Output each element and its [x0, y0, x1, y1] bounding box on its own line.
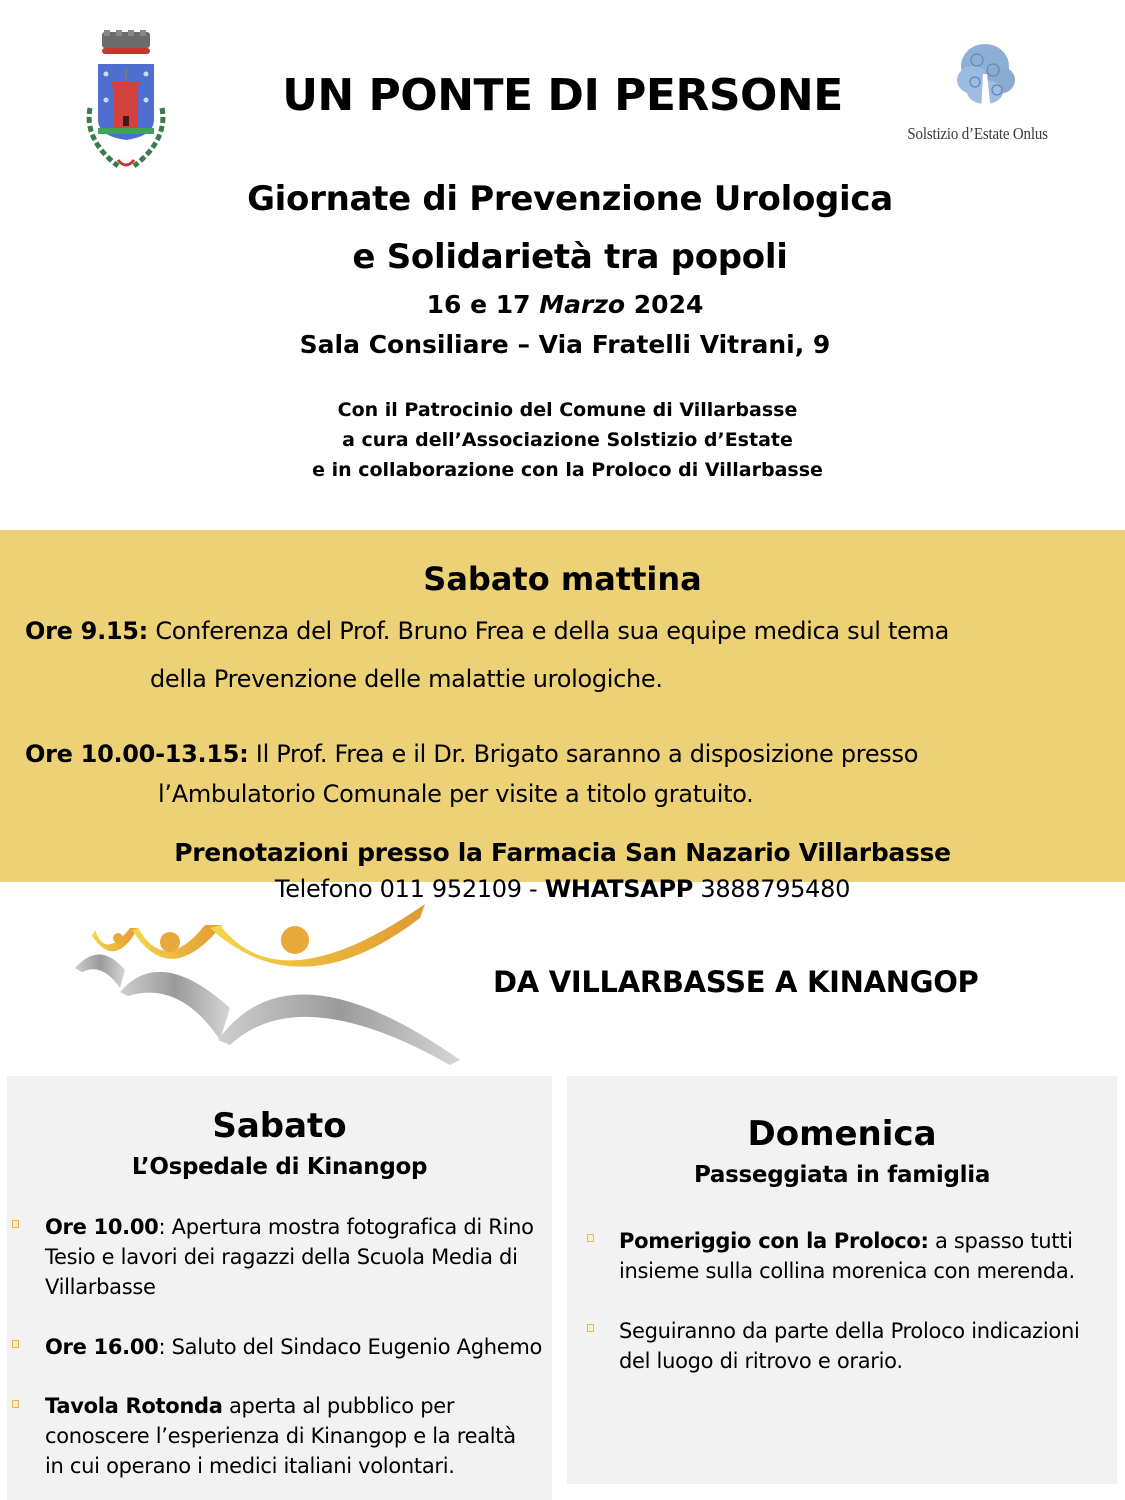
- org-logo-text: Solstizio d’Estate Onlus: [907, 124, 1048, 143]
- bullet-icon: [587, 1324, 594, 1332]
- person-head-icon: [113, 933, 123, 943]
- saturday-title: Sabato: [212, 1106, 347, 1146]
- sunday-item-1: [619, 1226, 1109, 1286]
- item-bold: Tavola Rotonda: [45, 1394, 223, 1418]
- item-text: Tesio e lavori dei ragazzi della Scuola Media di: [45, 1245, 518, 1269]
- sunday-title: Domenica: [747, 1114, 937, 1154]
- person-head-icon: [281, 926, 309, 954]
- booking-info: Prenotazioni presso la Farmacia San Nazario Villarbasse: [174, 838, 951, 867]
- item-text: : Apertura mostra fotografica di Rino: [158, 1215, 534, 1239]
- event-time: Ore 10.00-13.15:: [25, 740, 249, 768]
- item-text: aperta al pubblico per: [222, 1394, 455, 1418]
- item-text: insieme sulla collina morenica con merenda.: [619, 1259, 1075, 1283]
- sunday-panel: [567, 1076, 1117, 1484]
- whatsapp-label: WHATSAPP: [544, 875, 694, 903]
- patronage-line: a cura dell’Associazione Solstizio d’Estate: [342, 429, 793, 451]
- item-text: in cui operano i medici italiani volontari.: [45, 1454, 455, 1478]
- morning-section-title: Sabato mattina: [423, 560, 702, 598]
- morning-event-1: [25, 617, 949, 645]
- item-text: Villarbasse: [45, 1275, 156, 1299]
- saturday-item-3: [45, 1391, 545, 1481]
- event-dates: [260, 290, 870, 319]
- phone-label: Telefono: [274, 875, 373, 903]
- subtitle-line-1: Giornate di Prevenzione Urologica: [247, 179, 893, 219]
- patronage-line: Con il Patrocinio del Comune di Villarbasse: [337, 399, 798, 421]
- bullet-icon: [12, 1400, 19, 1408]
- municipal-crest-logo: [78, 28, 174, 178]
- phone-number[interactable]: 011 952109 -: [372, 875, 545, 903]
- bullet-icon: [12, 1340, 19, 1348]
- patronage-line: e in collaborazione con la Proloco di Villarbasse: [312, 459, 823, 481]
- saturday-item-2: [45, 1332, 545, 1362]
- sunday-subtitle: Passeggiata in famiglia: [693, 1162, 991, 1188]
- subtitle-line-2: e Solidarietà tra popoli: [352, 237, 788, 277]
- patronage-block: [210, 395, 925, 485]
- bullet-icon: [12, 1220, 19, 1228]
- sunday-item-2: [619, 1316, 1109, 1376]
- morning-event-2: [25, 740, 918, 768]
- page-title: UN PONTE DI PERSONE: [282, 70, 843, 121]
- item-text: conoscere l’esperienza di Kinangop e la realtà: [45, 1424, 516, 1448]
- item-text: Seguiranno da parte della Proloco indicazioni: [619, 1319, 1080, 1343]
- saturday-subtitle: L’Ospedale di Kinangop: [131, 1154, 428, 1180]
- item-text: del luogo di ritrovo e orario.: [619, 1349, 903, 1373]
- dates-prefix: 16 e 17: [426, 290, 540, 319]
- item-bold: Pomeriggio con la Proloco:: [619, 1229, 929, 1253]
- tagline: DA VILLARBASSE A KINANGOP: [493, 965, 979, 999]
- morning-event-2-continued: l’Ambulatorio Comunale per visite a titolo gratuito.: [158, 780, 754, 808]
- whatsapp-number[interactable]: 3888795480: [693, 875, 851, 903]
- event-venue: Sala Consiliare – Via Fratelli Vitrani, 9: [299, 330, 831, 359]
- saturday-panel: [7, 1076, 552, 1500]
- solstizio-destate-logo: [905, 40, 1070, 150]
- bullet-icon: [587, 1234, 594, 1242]
- event-subtitle: [170, 170, 970, 286]
- item-text: : Saluto del Sindaco Eugenio Aghemo: [158, 1335, 543, 1359]
- dates-year: 2024: [625, 290, 704, 319]
- event-time: Ore 9.15:: [25, 617, 148, 645]
- event-description: Conferenza del Prof. Bruno Frea e della sua equipe medica sul tema: [147, 617, 950, 645]
- tree-icon: [957, 44, 1015, 112]
- item-text: a spasso tutti: [928, 1229, 1073, 1253]
- dates-month: Marzo: [539, 290, 626, 319]
- saturday-item-1: [45, 1212, 545, 1302]
- bridge-ribbon-logo: [70, 900, 460, 1065]
- item-bold: Ore 16.00: [45, 1335, 159, 1359]
- contact-phone: [0, 875, 1125, 903]
- person-head-icon: [160, 932, 180, 952]
- event-description: Il Prof. Frea e il Dr. Brigato saranno a disposizione presso: [248, 740, 919, 768]
- morning-event-1-continued: della Prevenzione delle malattie urologiche.: [150, 665, 663, 693]
- item-bold: Ore 10.00: [45, 1215, 159, 1239]
